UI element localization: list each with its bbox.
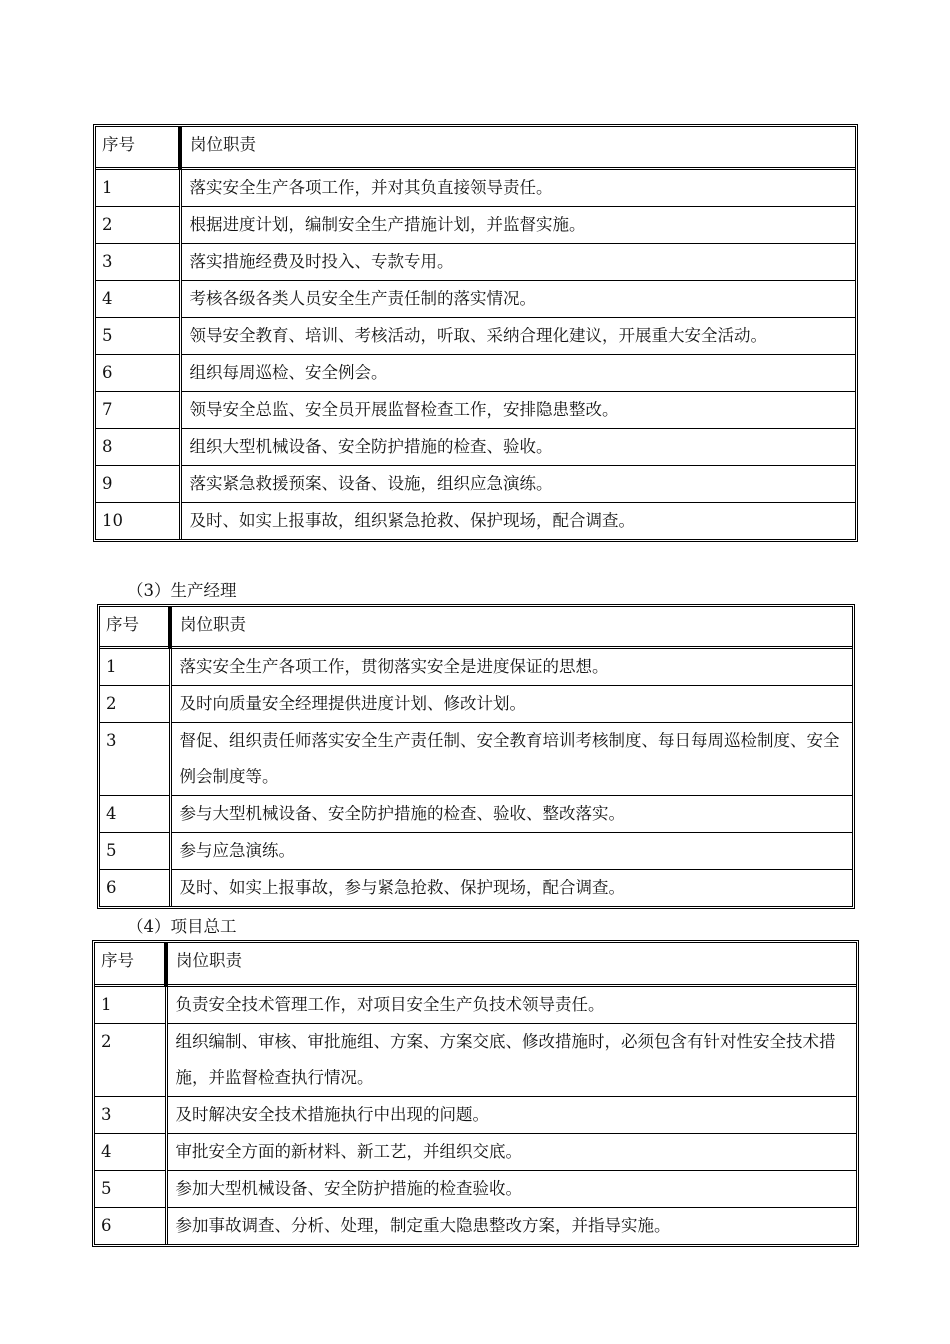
header-num: 序号 — [96, 127, 180, 168]
row-num: 6 — [96, 354, 180, 391]
table-header-row — [100, 607, 852, 647]
table-row — [95, 1170, 856, 1207]
row-duty: 组织大型机械设备、安全防护措施的检查、验收。 — [180, 428, 855, 465]
row-duty: 组织编制、审核、审批施组、方案、方案交底、修改措施时，必须包含有针对性安全技术措施，并监督检查执行情况。 — [166, 1023, 856, 1096]
header-duty: 岗位职责 — [180, 127, 855, 168]
table-row — [100, 647, 852, 685]
row-duty: 根据进度计划，编制安全生产措施计划，并监督实施。 — [180, 206, 855, 243]
row-duty: 落实措施经费及时投入、专款专用。 — [180, 243, 855, 280]
row-duty: 及时解决安全技术措施执行中出现的问题。 — [166, 1096, 856, 1133]
section-title-production-manager: （3）生产经理 — [127, 581, 237, 600]
row-num: 9 — [96, 465, 180, 502]
row-num: 4 — [96, 280, 180, 317]
row-num: 4 — [95, 1133, 166, 1170]
row-duty: 领导安全总监、安全员开展监督检查工作，安排隐患整改。 — [180, 391, 855, 428]
row-num: 5 — [95, 1170, 166, 1207]
row-num: 7 — [96, 391, 180, 428]
row-duty: 及时、如实上报事故，参与紧急抢救、保护现场，配合调查。 — [170, 869, 852, 906]
table-row — [95, 1207, 856, 1244]
table-row — [96, 428, 855, 465]
table-row — [100, 685, 852, 722]
table-row — [95, 1096, 856, 1133]
row-duty: 组织每周巡检、安全例会。 — [180, 354, 855, 391]
row-duty: 落实安全生产各项工作，贯彻落实安全是进度保证的思想。 — [170, 647, 852, 685]
section-title-chief-engineer: （4）项目总工 — [127, 917, 237, 936]
table-row — [96, 243, 855, 280]
header-duty: 岗位职责 — [166, 943, 856, 985]
row-num: 2 — [96, 206, 180, 243]
table-row — [96, 391, 855, 428]
table-row — [100, 869, 852, 906]
table-row — [96, 206, 855, 243]
table-row — [100, 832, 852, 869]
duty-table-3 — [92, 940, 859, 1247]
row-num: 2 — [95, 1023, 166, 1096]
table-row — [96, 168, 855, 206]
table-row — [95, 985, 856, 1023]
row-num: 4 — [100, 795, 170, 832]
row-num: 6 — [95, 1207, 166, 1244]
row-num: 3 — [100, 722, 170, 795]
row-duty: 领导安全教育、培训、考核活动，听取、采纳合理化建议，开展重大安全活动。 — [180, 317, 855, 354]
row-duty: 落实安全生产各项工作，并对其负直接领导责任。 — [180, 168, 855, 206]
table-row — [95, 1133, 856, 1170]
row-duty: 参加事故调查、分析、处理，制定重大隐患整改方案，并指导实施。 — [166, 1207, 856, 1244]
row-num: 3 — [95, 1096, 166, 1133]
row-num: 1 — [95, 985, 166, 1023]
row-num: 1 — [96, 168, 180, 206]
row-duty: 考核各级各类人员安全生产责任制的落实情况。 — [180, 280, 855, 317]
row-num: 3 — [96, 243, 180, 280]
row-num: 5 — [100, 832, 170, 869]
row-num: 8 — [96, 428, 180, 465]
table-row — [96, 502, 855, 539]
row-duty: 负责安全技术管理工作，对项目安全生产负技术领导责任。 — [166, 985, 856, 1023]
table-row — [96, 317, 855, 354]
table-header-row — [96, 127, 855, 168]
duty-table-1 — [93, 124, 858, 542]
duty-table-2 — [97, 604, 855, 909]
table-header-row — [95, 943, 856, 985]
table-row — [96, 280, 855, 317]
table-row — [95, 1023, 856, 1096]
row-num: 1 — [100, 647, 170, 685]
header-num: 序号 — [100, 607, 170, 647]
row-duty: 参与大型机械设备、安全防护措施的检查、验收、整改落实。 — [170, 795, 852, 832]
row-num: 2 — [100, 685, 170, 722]
row-duty: 及时、如实上报事故，组织紧急抢救、保护现场，配合调查。 — [180, 502, 855, 539]
row-num: 10 — [96, 502, 180, 539]
header-num: 序号 — [95, 943, 166, 985]
row-duty: 参加大型机械设备、安全防护措施的检查验收。 — [166, 1170, 856, 1207]
table-row — [100, 722, 852, 795]
row-num: 6 — [100, 869, 170, 906]
row-duty: 审批安全方面的新材料、新工艺，并组织交底。 — [166, 1133, 856, 1170]
table-row — [96, 354, 855, 391]
row-duty: 落实紧急救援预案、设备、设施，组织应急演练。 — [180, 465, 855, 502]
header-duty: 岗位职责 — [170, 607, 852, 647]
table-row — [100, 795, 852, 832]
row-duty: 参与应急演练。 — [170, 832, 852, 869]
table-row — [96, 465, 855, 502]
row-duty: 督促、组织责任师落实安全生产责任制、安全教育培训考核制度、每日每周巡检制度、安全例会制度等。 — [170, 722, 852, 795]
row-duty: 及时向质量安全经理提供进度计划、修改计划。 — [170, 685, 852, 722]
row-num: 5 — [96, 317, 180, 354]
